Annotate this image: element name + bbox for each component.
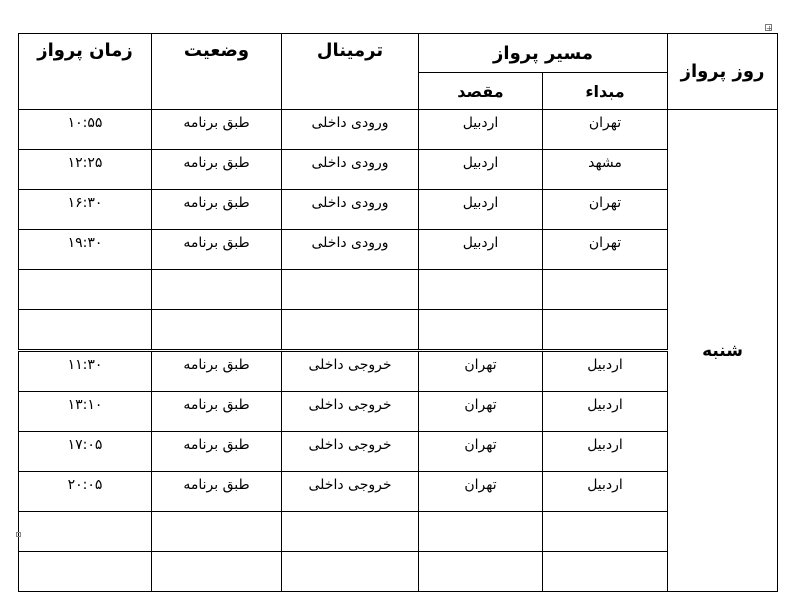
- terminal-cell: ورودی داخلی: [282, 110, 419, 150]
- status-cell: طبق برنامه: [152, 150, 282, 190]
- destination-cell: تهران: [419, 392, 543, 432]
- status-cell: طبق برنامه: [152, 110, 282, 150]
- flight-schedule-table: [18, 33, 778, 592]
- table-row: [19, 150, 778, 190]
- time-cell: [19, 512, 152, 552]
- status-cell: [152, 310, 282, 351]
- status-cell: طبق برنامه: [152, 432, 282, 472]
- origin-cell: [543, 270, 668, 310]
- destination-cell: اردبیل: [419, 230, 543, 270]
- terminal-cell: ورودی داخلی: [282, 230, 419, 270]
- table-row: [19, 552, 778, 592]
- table-row: [19, 432, 778, 472]
- status-cell: طبق برنامه: [152, 472, 282, 512]
- origin-cell: [543, 512, 668, 552]
- header-flight-time: زمان پرواز: [19, 34, 152, 110]
- origin-cell: اردبیل: [543, 392, 668, 432]
- destination-cell: اردبیل: [419, 150, 543, 190]
- table-row: [19, 392, 778, 432]
- table-row: [19, 190, 778, 230]
- origin-cell: [543, 310, 668, 351]
- status-cell: [152, 512, 282, 552]
- origin-cell: تهران: [543, 230, 668, 270]
- header-flight-day: روز پرواز: [668, 34, 778, 110]
- destination-cell: اردبیل: [419, 110, 543, 150]
- table-row: [19, 270, 778, 310]
- status-cell: طبق برنامه: [152, 230, 282, 270]
- table-row: [19, 310, 778, 351]
- terminal-cell: [282, 552, 419, 592]
- terminal-cell: [282, 310, 419, 351]
- header-status: وضعیت: [152, 34, 282, 110]
- time-cell: ۱۳:۱۰: [19, 392, 152, 432]
- time-cell: ۱۷:۰۵: [19, 432, 152, 472]
- terminal-cell: خروجی داخلی: [282, 472, 419, 512]
- schedule-body: [19, 110, 778, 592]
- terminal-cell: [282, 512, 419, 552]
- time-cell: ۱۹:۳۰: [19, 230, 152, 270]
- time-cell: ۱۰:۵۵: [19, 110, 152, 150]
- table-row: [19, 351, 778, 392]
- status-cell: طبق برنامه: [152, 190, 282, 230]
- terminal-cell: خروجی داخلی: [282, 392, 419, 432]
- status-cell: طبق برنامه: [152, 351, 282, 392]
- table-row: [19, 512, 778, 552]
- terminal-cell: ورودی داخلی: [282, 190, 419, 230]
- header-terminal: ترمینال: [282, 34, 419, 110]
- table-resize-handle-icon[interactable]: [16, 532, 21, 537]
- destination-cell: تهران: [419, 351, 543, 392]
- destination-cell: تهران: [419, 472, 543, 512]
- status-cell: طبق برنامه: [152, 392, 282, 432]
- time-cell: ۱۶:۳۰: [19, 190, 152, 230]
- day-cell: شنبه: [668, 110, 778, 592]
- table-row: [19, 472, 778, 512]
- terminal-cell: ورودی داخلی: [282, 150, 419, 190]
- destination-cell: [419, 552, 543, 592]
- time-cell: [19, 270, 152, 310]
- terminal-cell: خروجی داخلی: [282, 351, 419, 392]
- origin-cell: تهران: [543, 190, 668, 230]
- table-row: [19, 110, 778, 150]
- destination-cell: [419, 270, 543, 310]
- origin-cell: مشهد: [543, 150, 668, 190]
- header-destination: مقصد: [419, 73, 543, 110]
- time-cell: [19, 552, 152, 592]
- origin-cell: اردبیل: [543, 351, 668, 392]
- destination-cell: اردبیل: [419, 190, 543, 230]
- status-cell: [152, 552, 282, 592]
- destination-cell: تهران: [419, 432, 543, 472]
- destination-cell: [419, 512, 543, 552]
- terminal-cell: خروجی داخلی: [282, 432, 419, 472]
- origin-cell: تهران: [543, 110, 668, 150]
- origin-cell: اردبیل: [543, 432, 668, 472]
- header-flight-route: مسیر پرواز: [419, 34, 668, 73]
- terminal-cell: [282, 270, 419, 310]
- time-cell: ۲۰:۰۵: [19, 472, 152, 512]
- destination-cell: [419, 310, 543, 351]
- status-cell: [152, 270, 282, 310]
- table-move-handle-icon[interactable]: +: [766, 24, 773, 33]
- time-cell: ۱۱:۳۰: [19, 351, 152, 392]
- time-cell: [19, 310, 152, 351]
- origin-cell: اردبیل: [543, 472, 668, 512]
- header-origin: مبداء: [543, 73, 668, 110]
- table-row: [19, 230, 778, 270]
- origin-cell: [543, 552, 668, 592]
- time-cell: ۱۲:۲۵: [19, 150, 152, 190]
